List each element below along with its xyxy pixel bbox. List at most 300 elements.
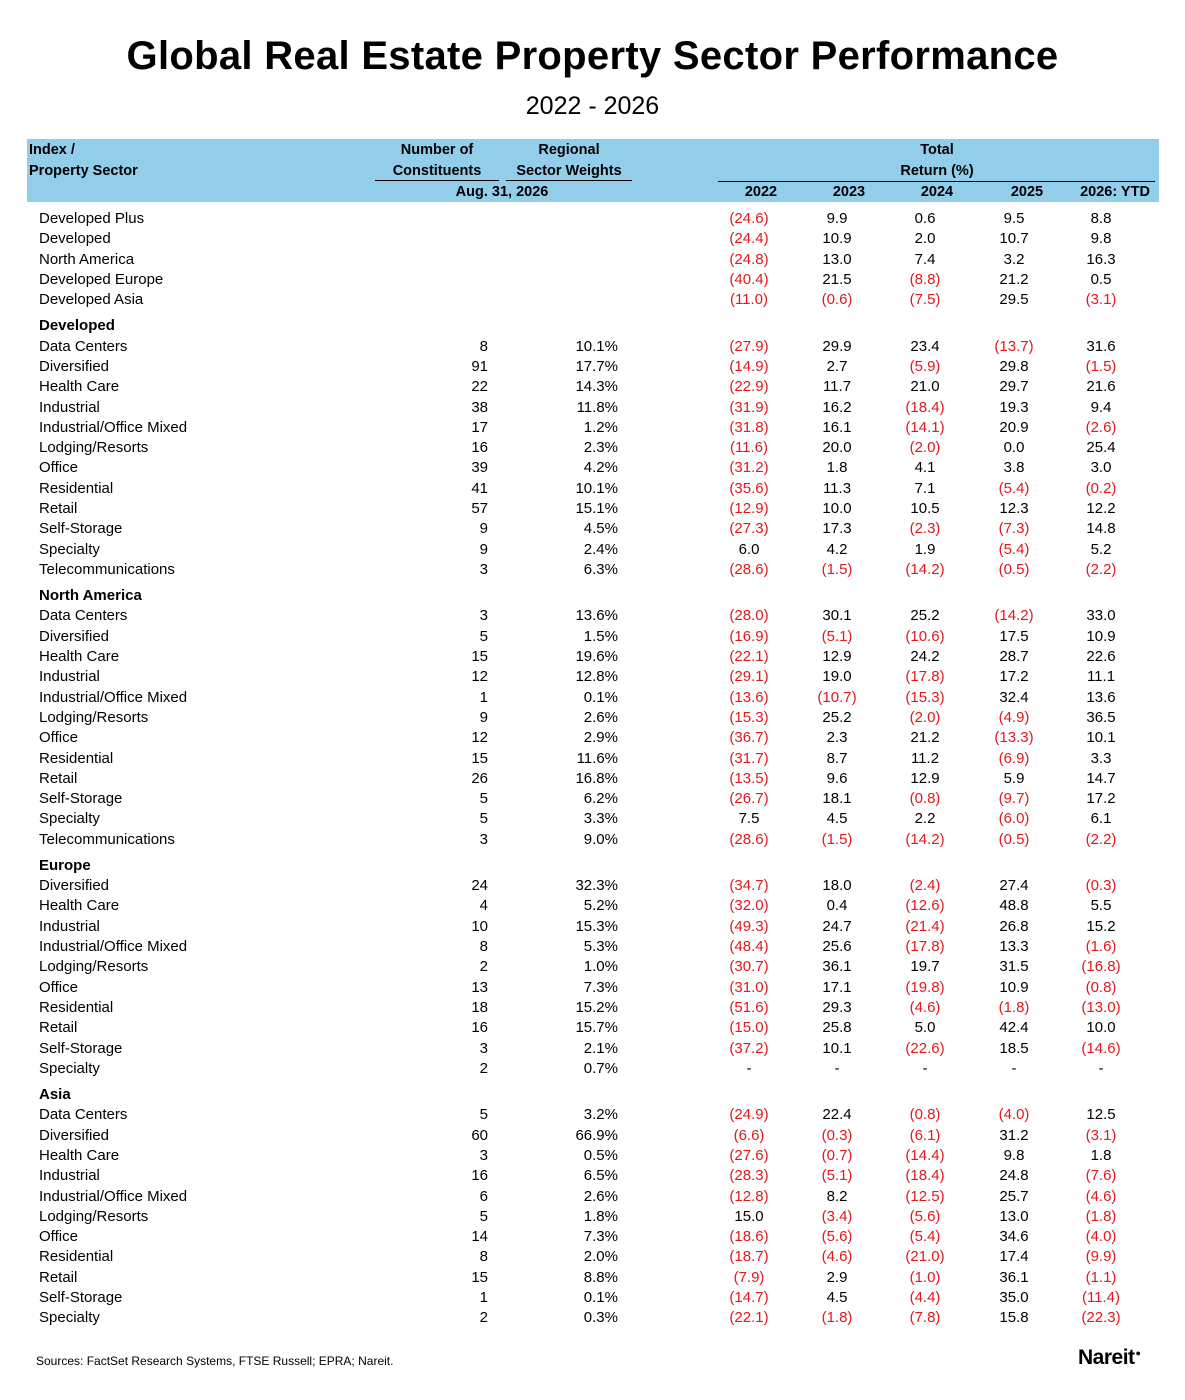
row-label: Telecommunications bbox=[39, 830, 175, 848]
return-cell-2024: (12.5) bbox=[905, 1187, 945, 1205]
table-row bbox=[0, 688, 1185, 708]
return-cell-2023: 4.5 bbox=[826, 810, 848, 828]
return-cell-2024: (10.6) bbox=[905, 627, 945, 645]
table-body bbox=[0, 209, 1185, 1329]
weight-cell: 2.3% bbox=[583, 439, 618, 457]
weight-cell: 0.5% bbox=[583, 1146, 618, 1164]
return-cell-2026-ytd: (2.2) bbox=[1085, 560, 1117, 578]
return-cell-2024: (8.8) bbox=[909, 270, 941, 288]
constituents-cell: 5 bbox=[479, 1207, 488, 1225]
row-label: Telecommunications bbox=[39, 560, 175, 578]
return-cell-2023: 36.1 bbox=[822, 958, 852, 976]
return-cell-2022: 7.5 bbox=[738, 810, 760, 828]
return-cell-2024: 0.6 bbox=[914, 210, 936, 227]
return-cell-2022: (12.9) bbox=[729, 500, 769, 518]
row-label: Specialty bbox=[39, 1309, 100, 1327]
group-heading bbox=[0, 1079, 1185, 1105]
return-cell-2025: (14.2) bbox=[994, 607, 1034, 625]
return-cell-2022: (13.5) bbox=[729, 769, 769, 787]
return-cell-2026-ytd: 1.8 bbox=[1090, 1146, 1112, 1164]
return-cell-2024: (17.8) bbox=[905, 668, 945, 686]
return-cell-2026-ytd: (1.6) bbox=[1085, 938, 1117, 956]
table-row bbox=[0, 519, 1185, 539]
return-cell-2024: (19.8) bbox=[905, 978, 945, 996]
return-cell-2023: 16.1 bbox=[822, 418, 852, 436]
return-cell-2025: 27.4 bbox=[999, 877, 1029, 895]
return-cell-2025: 13.3 bbox=[999, 938, 1029, 956]
return-cell-2023: 1.8 bbox=[826, 459, 848, 477]
weight-cell: 2.9% bbox=[583, 729, 618, 747]
table-row bbox=[0, 728, 1185, 748]
table-row bbox=[0, 1187, 1185, 1207]
header-total-line1: Total bbox=[920, 142, 954, 158]
return-cell-2025: (7.3) bbox=[998, 520, 1030, 538]
weight-cell: 15.2% bbox=[575, 998, 618, 1016]
row-label: Residential bbox=[39, 998, 114, 1016]
return-cell-2023: (0.7) bbox=[821, 1146, 853, 1164]
constituents-cell: 57 bbox=[471, 500, 488, 518]
return-cell-2023: 30.1 bbox=[822, 607, 852, 625]
return-cell-2023: (1.8) bbox=[821, 1309, 853, 1327]
return-cell-2024: (2.4) bbox=[909, 877, 941, 895]
row-label: Retail bbox=[39, 769, 78, 787]
table-header bbox=[27, 139, 1159, 202]
registered-mark-icon: ● bbox=[1135, 1348, 1141, 1358]
return-cell-2024: (21.0) bbox=[905, 1248, 945, 1266]
return-cell-2022: (11.0) bbox=[729, 291, 769, 309]
row-label: Residential bbox=[39, 749, 114, 767]
return-cell-2023: 17.3 bbox=[822, 520, 852, 538]
return-cell-2024: (17.8) bbox=[905, 938, 945, 956]
table-row bbox=[0, 667, 1185, 687]
return-cell-2023: 29.3 bbox=[822, 998, 852, 1016]
return-cell-2024: (5.9) bbox=[909, 357, 941, 375]
return-cell-2022: (6.6) bbox=[733, 1126, 765, 1144]
constituents-cell: 9 bbox=[479, 708, 488, 726]
return-cell-2025: (5.4) bbox=[998, 540, 1030, 558]
return-cell-2026-ytd: (3.1) bbox=[1085, 291, 1117, 309]
return-cell-2023: 18.0 bbox=[822, 877, 852, 895]
constituents-cell: 3 bbox=[479, 607, 488, 625]
return-cell-2022: (35.6) bbox=[729, 479, 769, 497]
weight-cell: 6.2% bbox=[583, 790, 618, 808]
return-cell-2023: 24.7 bbox=[822, 917, 852, 935]
return-cell-2025: 19.3 bbox=[999, 398, 1029, 416]
return-cell-2022: (16.9) bbox=[729, 627, 769, 645]
table-row bbox=[0, 1166, 1185, 1186]
return-cell-2024: (14.1) bbox=[905, 418, 945, 436]
constituents-cell: 8 bbox=[479, 337, 488, 355]
table-row bbox=[0, 1308, 1185, 1328]
table-row bbox=[0, 789, 1185, 809]
header-year-2025: 2025 bbox=[1010, 184, 1044, 200]
row-label: Health Care bbox=[39, 897, 120, 915]
header-year-2024: 2024 bbox=[920, 184, 954, 200]
return-cell-2025: 10.7 bbox=[999, 230, 1029, 248]
constituents-cell: 16 bbox=[471, 1019, 488, 1037]
row-label: Office bbox=[39, 978, 78, 996]
return-cell-2022: (34.7) bbox=[729, 877, 769, 895]
constituents-cell: 13 bbox=[471, 978, 488, 996]
constituents-cell: 1 bbox=[479, 1289, 488, 1306]
return-cell-2023: 8.2 bbox=[826, 1187, 848, 1205]
return-cell-2026-ytd: 12.2 bbox=[1086, 500, 1116, 518]
return-cell-2024: (5.6) bbox=[909, 1207, 941, 1225]
return-cell-2024: (2.0) bbox=[909, 708, 941, 726]
return-cell-2024: (21.4) bbox=[905, 917, 945, 935]
return-cell-2022: (24.4) bbox=[729, 230, 769, 248]
constituents-cell: 2 bbox=[479, 1309, 488, 1327]
return-cell-2023: 19.0 bbox=[822, 668, 852, 686]
weight-cell: 6.5% bbox=[583, 1167, 618, 1185]
table-row bbox=[0, 250, 1185, 270]
constituents-cell: 91 bbox=[471, 357, 488, 375]
constituents-cell: 24 bbox=[471, 877, 488, 895]
table-row bbox=[0, 398, 1185, 418]
return-cell-2023: 4.2 bbox=[826, 540, 848, 558]
return-cell-2025: 29.5 bbox=[999, 291, 1029, 309]
return-cell-2023: (5.6) bbox=[821, 1228, 853, 1246]
return-cell-2024: 23.4 bbox=[910, 337, 940, 355]
return-cell-2022: (30.7) bbox=[729, 958, 769, 976]
return-cell-2026-ytd: 13.6 bbox=[1086, 688, 1116, 706]
return-cell-2023: 22.4 bbox=[822, 1106, 852, 1124]
return-cell-2026-ytd: 11.1 bbox=[1086, 668, 1116, 686]
return-cell-2026-ytd: 0.5 bbox=[1090, 270, 1112, 288]
return-cell-2025: 12.3 bbox=[999, 500, 1029, 518]
weight-cell: 4.5% bbox=[583, 520, 618, 538]
return-cell-2023: (0.3) bbox=[821, 1126, 853, 1144]
return-cell-2024: - bbox=[922, 1059, 928, 1077]
return-cell-2026-ytd: (1.1) bbox=[1085, 1268, 1117, 1286]
return-cell-2022: (28.6) bbox=[729, 560, 769, 578]
return-cell-2025: (4.0) bbox=[998, 1106, 1030, 1124]
return-cell-2025: (1.8) bbox=[998, 998, 1030, 1016]
row-label: Data Centers bbox=[39, 337, 128, 355]
return-cell-2023: 10.0 bbox=[822, 500, 852, 518]
return-cell-2026-ytd: 3.0 bbox=[1090, 459, 1112, 477]
return-cell-2025: - bbox=[1011, 1059, 1017, 1077]
table-row bbox=[0, 830, 1185, 850]
return-cell-2024: (4.4) bbox=[909, 1289, 941, 1306]
return-cell-2025: 10.9 bbox=[999, 978, 1029, 996]
return-cell-2023: 10.9 bbox=[822, 230, 852, 248]
return-cell-2025: (6.9) bbox=[998, 749, 1030, 767]
table-row bbox=[0, 627, 1185, 647]
header-index-line2: Property Sector bbox=[29, 163, 138, 179]
return-cell-2023: (5.1) bbox=[821, 1167, 853, 1185]
return-cell-2026-ytd: 25.4 bbox=[1086, 439, 1116, 457]
table-row bbox=[0, 708, 1185, 728]
return-cell-2025: 28.7 bbox=[999, 648, 1029, 666]
return-cell-2022: (15.3) bbox=[729, 708, 769, 726]
return-cell-2022: (28.0) bbox=[729, 607, 769, 625]
row-label: Diversified bbox=[39, 627, 110, 645]
return-cell-2025: 25.7 bbox=[999, 1187, 1029, 1205]
table-row bbox=[0, 337, 1185, 357]
return-cell-2025: 32.4 bbox=[999, 688, 1029, 706]
return-cell-2025: (5.4) bbox=[998, 479, 1030, 497]
header-index-line1: Index / bbox=[29, 142, 75, 158]
return-cell-2024: (2.0) bbox=[909, 439, 941, 457]
return-cell-2026-ytd: (2.2) bbox=[1085, 830, 1117, 848]
table-row bbox=[0, 458, 1185, 478]
row-label: Retail bbox=[39, 1268, 78, 1286]
return-cell-2022: (32.0) bbox=[729, 897, 769, 915]
weight-cell: 2.6% bbox=[583, 708, 618, 726]
return-cell-2022: (22.1) bbox=[729, 1309, 769, 1327]
return-cell-2024: (14.4) bbox=[905, 1146, 945, 1164]
return-cell-2022: (18.6) bbox=[729, 1228, 769, 1246]
weight-cell: 0.1% bbox=[583, 688, 618, 706]
return-cell-2022: (11.6) bbox=[729, 439, 769, 457]
return-cell-2022: (31.0) bbox=[729, 978, 769, 996]
return-cell-2026-ytd: (2.6) bbox=[1085, 418, 1117, 436]
constituents-cell: 9 bbox=[479, 540, 488, 558]
table-row bbox=[0, 438, 1185, 458]
constituents-cell: 2 bbox=[479, 1059, 488, 1077]
return-cell-2022: (12.8) bbox=[729, 1187, 769, 1205]
return-cell-2025: 20.9 bbox=[999, 418, 1029, 436]
row-label: Data Centers bbox=[39, 1106, 128, 1124]
return-cell-2023: - bbox=[834, 1059, 840, 1077]
group-label: Developed bbox=[39, 317, 115, 335]
return-cell-2022: (26.7) bbox=[729, 790, 769, 808]
return-cell-2022: (31.2) bbox=[729, 459, 769, 477]
return-cell-2025: (0.5) bbox=[998, 830, 1030, 848]
weight-cell: 32.3% bbox=[575, 877, 618, 895]
return-cell-2026-ytd: 17.2 bbox=[1086, 790, 1116, 808]
row-label: Diversified bbox=[39, 357, 110, 375]
return-cell-2024: (7.5) bbox=[909, 291, 941, 309]
constituents-cell: 41 bbox=[471, 479, 488, 497]
group-heading bbox=[0, 310, 1185, 336]
sources-note: Sources: FactSet Research Systems, FTSE Russell; EPRA; Nareit. bbox=[36, 1354, 394, 1368]
weight-cell: 15.3% bbox=[575, 917, 618, 935]
return-cell-2022: - bbox=[746, 1059, 752, 1077]
return-cell-2023: 11.7 bbox=[822, 378, 852, 396]
return-cell-2024: (14.2) bbox=[905, 830, 945, 848]
weight-cell: 66.9% bbox=[575, 1126, 618, 1144]
return-cell-2022: (27.3) bbox=[729, 520, 769, 538]
return-cell-2024: 10.5 bbox=[910, 500, 940, 518]
return-cell-2025: (13.3) bbox=[994, 729, 1034, 747]
return-cell-2025: 36.1 bbox=[999, 1268, 1029, 1286]
weight-cell: 13.6% bbox=[575, 607, 618, 625]
return-cell-2026-ytd: 8.8 bbox=[1090, 210, 1112, 227]
return-cell-2025: 31.2 bbox=[999, 1126, 1029, 1144]
table-row bbox=[0, 1288, 1185, 1308]
table-row bbox=[0, 957, 1185, 977]
constituents-cell: 5 bbox=[479, 1106, 488, 1124]
table-row bbox=[0, 229, 1185, 249]
constituents-cell: 5 bbox=[479, 810, 488, 828]
return-cell-2023: 21.5 bbox=[822, 270, 852, 288]
weight-cell: 1.5% bbox=[583, 627, 618, 645]
weight-cell: 10.1% bbox=[575, 479, 618, 497]
return-cell-2024: (5.4) bbox=[909, 1228, 941, 1246]
table-row bbox=[0, 1268, 1185, 1288]
return-cell-2025: 13.0 bbox=[999, 1207, 1029, 1225]
weight-cell: 6.3% bbox=[583, 560, 618, 578]
return-cell-2026-ytd: 3.3 bbox=[1090, 749, 1112, 767]
return-cell-2024: (6.1) bbox=[909, 1126, 941, 1144]
row-label: Lodging/Resorts bbox=[39, 708, 149, 726]
constituents-cell: 8 bbox=[479, 1248, 488, 1266]
table-row bbox=[0, 1018, 1185, 1038]
table-row bbox=[0, 876, 1185, 896]
table-row bbox=[0, 896, 1185, 916]
table-row bbox=[0, 1207, 1185, 1227]
constituents-cell: 1 bbox=[479, 688, 488, 706]
return-cell-2024: 7.4 bbox=[914, 250, 936, 268]
row-label: Developed Asia bbox=[39, 291, 144, 309]
row-label: Industrial/Office Mixed bbox=[39, 688, 188, 706]
weight-cell: 0.1% bbox=[583, 1289, 618, 1306]
table-row bbox=[0, 377, 1185, 397]
weight-cell: 1.2% bbox=[583, 418, 618, 436]
return-cell-2025: 0.0 bbox=[1003, 439, 1025, 457]
return-cell-2024: 5.0 bbox=[914, 1019, 936, 1037]
table-row bbox=[0, 647, 1185, 667]
return-cell-2025: 31.5 bbox=[999, 958, 1029, 976]
return-cell-2023: 25.8 bbox=[822, 1019, 852, 1037]
return-cell-2023: 11.3 bbox=[822, 479, 852, 497]
constituents-cell: 16 bbox=[471, 1167, 488, 1185]
return-cell-2026-ytd: 36.5 bbox=[1086, 708, 1116, 726]
table-row bbox=[0, 418, 1185, 438]
row-label: Self-Storage bbox=[39, 1289, 123, 1306]
return-cell-2024: 7.1 bbox=[914, 479, 936, 497]
return-cell-2026-ytd: 5.5 bbox=[1090, 897, 1112, 915]
return-cell-2026-ytd: 15.2 bbox=[1086, 917, 1116, 935]
return-cell-2026-ytd: (1.5) bbox=[1085, 357, 1117, 375]
return-cell-2024: (7.8) bbox=[909, 1309, 941, 1327]
return-cell-2025: 48.8 bbox=[999, 897, 1029, 915]
return-cell-2026-ytd: 9.8 bbox=[1090, 230, 1112, 248]
group-label: North America bbox=[39, 587, 142, 605]
return-cell-2023: 18.1 bbox=[822, 790, 852, 808]
return-cell-2025: 9.5 bbox=[1003, 210, 1025, 227]
constituents-cell: 16 bbox=[471, 439, 488, 457]
return-cell-2025: 24.8 bbox=[999, 1167, 1029, 1185]
row-label: Diversified bbox=[39, 877, 110, 895]
row-label: Industrial bbox=[39, 398, 100, 416]
return-cell-2022: 6.0 bbox=[738, 540, 760, 558]
constituents-cell: 60 bbox=[471, 1126, 488, 1144]
row-label: Health Care bbox=[39, 1146, 120, 1164]
return-cell-2022: (51.6) bbox=[729, 998, 769, 1016]
return-cell-2022: (13.6) bbox=[729, 688, 769, 706]
header-number-line2: Constituents bbox=[392, 163, 482, 179]
return-cell-2024: 21.2 bbox=[910, 729, 940, 747]
return-cell-2024: 19.7 bbox=[910, 958, 940, 976]
return-cell-2026-ytd: (0.3) bbox=[1085, 877, 1117, 895]
page-title: Global Real Estate Property Sector Performance bbox=[126, 34, 1059, 78]
return-cell-2026-ytd: (0.2) bbox=[1085, 479, 1117, 497]
weight-cell: 12.8% bbox=[575, 668, 618, 686]
weight-cell: 19.6% bbox=[575, 648, 618, 666]
header-date: Aug. 31, 2026 bbox=[455, 184, 549, 200]
constituents-cell: 22 bbox=[471, 378, 488, 396]
return-cell-2023: 2.7 bbox=[826, 357, 848, 375]
constituents-cell: 3 bbox=[479, 830, 488, 848]
return-cell-2024: (14.2) bbox=[905, 560, 945, 578]
row-label: Industrial bbox=[39, 917, 100, 935]
return-cell-2024: (18.4) bbox=[905, 1167, 945, 1185]
return-cell-2022: (18.7) bbox=[729, 1248, 769, 1266]
return-cell-2024: 2.2 bbox=[914, 810, 936, 828]
return-cell-2025: (0.5) bbox=[998, 560, 1030, 578]
return-cell-2024: (15.3) bbox=[905, 688, 945, 706]
header-year-2023: 2023 bbox=[832, 184, 866, 200]
constituents-cell: 15 bbox=[471, 648, 488, 666]
weight-cell: 17.7% bbox=[575, 357, 618, 375]
return-cell-2022: (27.9) bbox=[729, 337, 769, 355]
return-cell-2024: 2.0 bbox=[914, 230, 936, 248]
return-cell-2026-ytd: - bbox=[1098, 1059, 1104, 1077]
row-label: Specialty bbox=[39, 810, 100, 828]
weight-cell: 0.7% bbox=[583, 1059, 618, 1077]
constituents-cell: 26 bbox=[471, 769, 488, 787]
return-cell-2022: (31.8) bbox=[729, 418, 769, 436]
return-cell-2023: 9.9 bbox=[826, 210, 848, 227]
constituents-cell: 12 bbox=[471, 729, 488, 747]
return-cell-2026-ytd: 31.6 bbox=[1086, 337, 1116, 355]
constituents-cell: 15 bbox=[471, 749, 488, 767]
row-label: Industrial bbox=[39, 1167, 100, 1185]
return-cell-2026-ytd: (4.0) bbox=[1085, 1228, 1117, 1246]
header-number-line1: Number of bbox=[400, 142, 474, 158]
return-cell-2023: 2.3 bbox=[826, 729, 848, 747]
weight-cell: 2.6% bbox=[583, 1187, 618, 1205]
return-cell-2022: (36.7) bbox=[729, 729, 769, 747]
return-cell-2023: (0.6) bbox=[821, 291, 853, 309]
row-label: Industrial bbox=[39, 668, 100, 686]
weight-cell: 3.3% bbox=[583, 810, 618, 828]
return-cell-2023: (1.5) bbox=[821, 830, 853, 848]
return-cell-2024: 21.0 bbox=[910, 378, 940, 396]
return-cell-2022: (49.3) bbox=[729, 917, 769, 935]
group-heading bbox=[0, 580, 1185, 606]
weight-cell: 2.4% bbox=[583, 540, 618, 558]
constituents-cell: 15 bbox=[471, 1268, 488, 1286]
return-cell-2025: 17.5 bbox=[999, 627, 1029, 645]
return-cell-2026-ytd: 16.3 bbox=[1086, 250, 1116, 268]
return-cell-2026-ytd: (13.0) bbox=[1081, 998, 1121, 1016]
return-cell-2026-ytd: 14.8 bbox=[1086, 520, 1116, 538]
table-row bbox=[0, 1126, 1185, 1146]
return-cell-2026-ytd: 6.1 bbox=[1090, 810, 1112, 828]
row-label: North America bbox=[39, 250, 135, 268]
table-row bbox=[0, 1039, 1185, 1059]
return-cell-2022: (15.0) bbox=[729, 1019, 769, 1037]
header-weights-underline bbox=[506, 180, 632, 181]
row-label: Residential bbox=[39, 479, 114, 497]
return-cell-2026-ytd: (0.8) bbox=[1085, 978, 1117, 996]
return-cell-2025: (13.7) bbox=[994, 337, 1034, 355]
constituents-cell: 10 bbox=[471, 917, 488, 935]
return-cell-2022: (22.9) bbox=[729, 378, 769, 396]
return-cell-2023: 29.9 bbox=[822, 337, 852, 355]
return-cell-2023: 13.0 bbox=[822, 250, 852, 268]
return-cell-2024: (12.6) bbox=[905, 897, 945, 915]
return-cell-2026-ytd: (22.3) bbox=[1081, 1309, 1121, 1327]
constituents-cell: 3 bbox=[479, 560, 488, 578]
return-cell-2025: 21.2 bbox=[999, 270, 1029, 288]
return-cell-2022: (28.6) bbox=[729, 830, 769, 848]
return-cell-2024: 4.1 bbox=[914, 459, 936, 477]
